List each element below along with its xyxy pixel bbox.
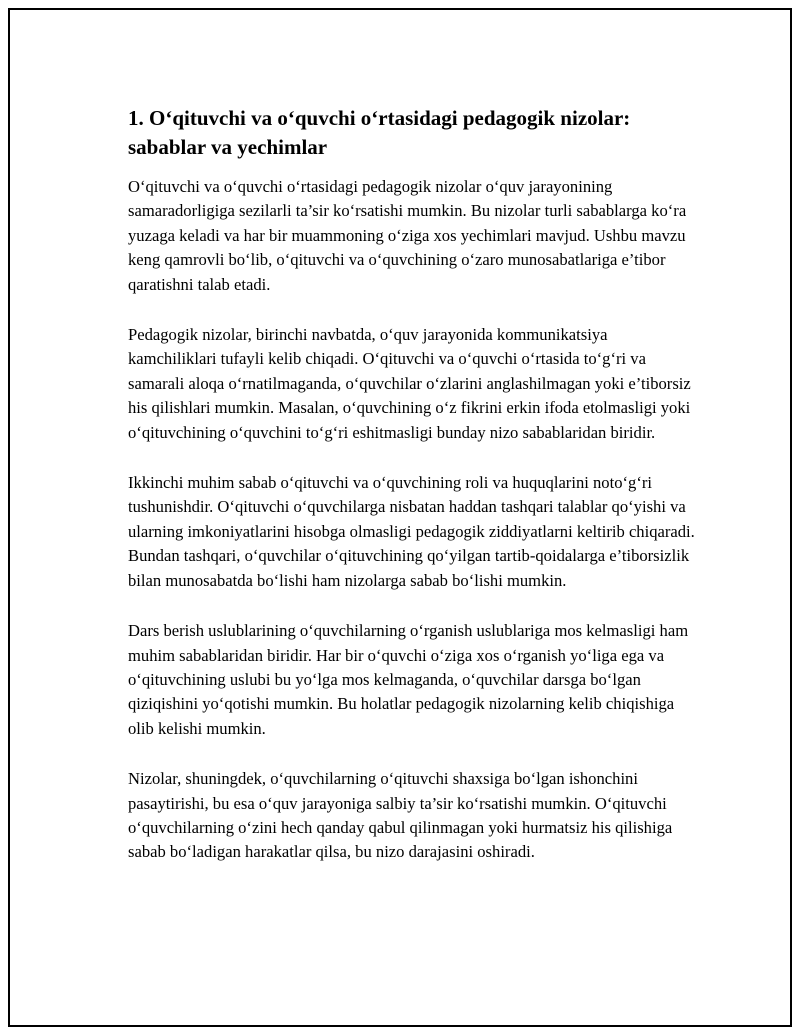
page-frame — [8, 8, 792, 1027]
paragraph-4: Dars berish uslublarining o‘quvchilarning o‘rganish uslublariga mos kelmasligi ham muhim sabablaridan biridir. Har bir o‘quvchi o‘ziga xos o‘rganish yo‘liga ega va o‘qituvchining uslubi bu yo‘lga mos kelmaganda, o‘quvchilar darsga bo‘lgan qiziqishini yo‘qotishi mumkin. Bu holatlar pedagogik nizolarning kelib chiqishiga olib kelishi mumkin. — [128, 621, 689, 738]
paragraph-2: Pedagogik nizolar, birinchi navbatda, o‘quv jarayonida kommunikatsiya kamchiliklari tufayli kelib chiqadi. O‘qituvchi va o‘quvchi o‘rtasida to‘g‘ri va samarali aloqa o‘rnatilmaganda, o‘quvchilar o‘zlarini anglashilmagan yoki e’tiborsiz his qilishlari mumkin. Masalan, o‘quvchining o‘z fikrini erkin ifoda etolmasligi yoki o‘qituvchining o‘quvchini to‘g‘ri eshitmasligi bunday nizo sabablaridan biridir. — [128, 325, 691, 442]
paragraph-3: Ikkinchi muhim sabab o‘qituvchi va o‘quvchining roli va huquqlarini noto‘g‘ri tushunishdir. O‘qituvchi o‘quvchilarga nisbatan haddan tashqari talablar qo‘yishi va ularning imkoniyatlarini hisobga olmasligi pedagogik ziddiyatlarni keltirib chiqaradi. Bundan tashqari, o‘quvchilar o‘qituvchining qo‘yilgan tartib-qoidalarga e’tiborsizlik bilan munosabatda bo‘lishi ham nizolarga sabab bo‘lishi mumkin. — [128, 473, 695, 590]
document-body — [128, 104, 698, 891]
document-title: 1. O‘qituvchi va o‘quvchi o‘rtasidagi pedagogik nizolar: sabablar va yechimlar — [128, 106, 631, 159]
paragraph-5: Nizolar, shuningdek, o‘quvchilarning o‘qituvchi shaxsiga bo‘lgan ishonchini pasaytirishi, bu esa o‘quv jarayoniga salbiy ta’sir ko‘rsatishi mumkin. O‘qituvchi o‘quvchilarning o‘zini hech qanday qabul qilinmagan yoki hurmatsiz his qilishiga sabab bo‘ladigan harakatlar qilsa, bu nizo darajasini oshiradi. — [128, 769, 673, 862]
paragraph-1: O‘qituvchi va o‘quvchi o‘rtasidagi pedagogik nizolar o‘quv jarayonining samaradorligiga sezilarli ta’sir ko‘rsatishi mumkin. Bu nizolar turli sabablarga ko‘ra yuzaga keladi va har bir muammoning o‘ziga xos yechimlari mavjud. Ushbu mavzu keng qamrovli bo‘lib, o‘qituvchi va o‘quvchining o‘zaro munosabatlariga e’tibor qaratishni talab etadi. — [128, 177, 687, 294]
